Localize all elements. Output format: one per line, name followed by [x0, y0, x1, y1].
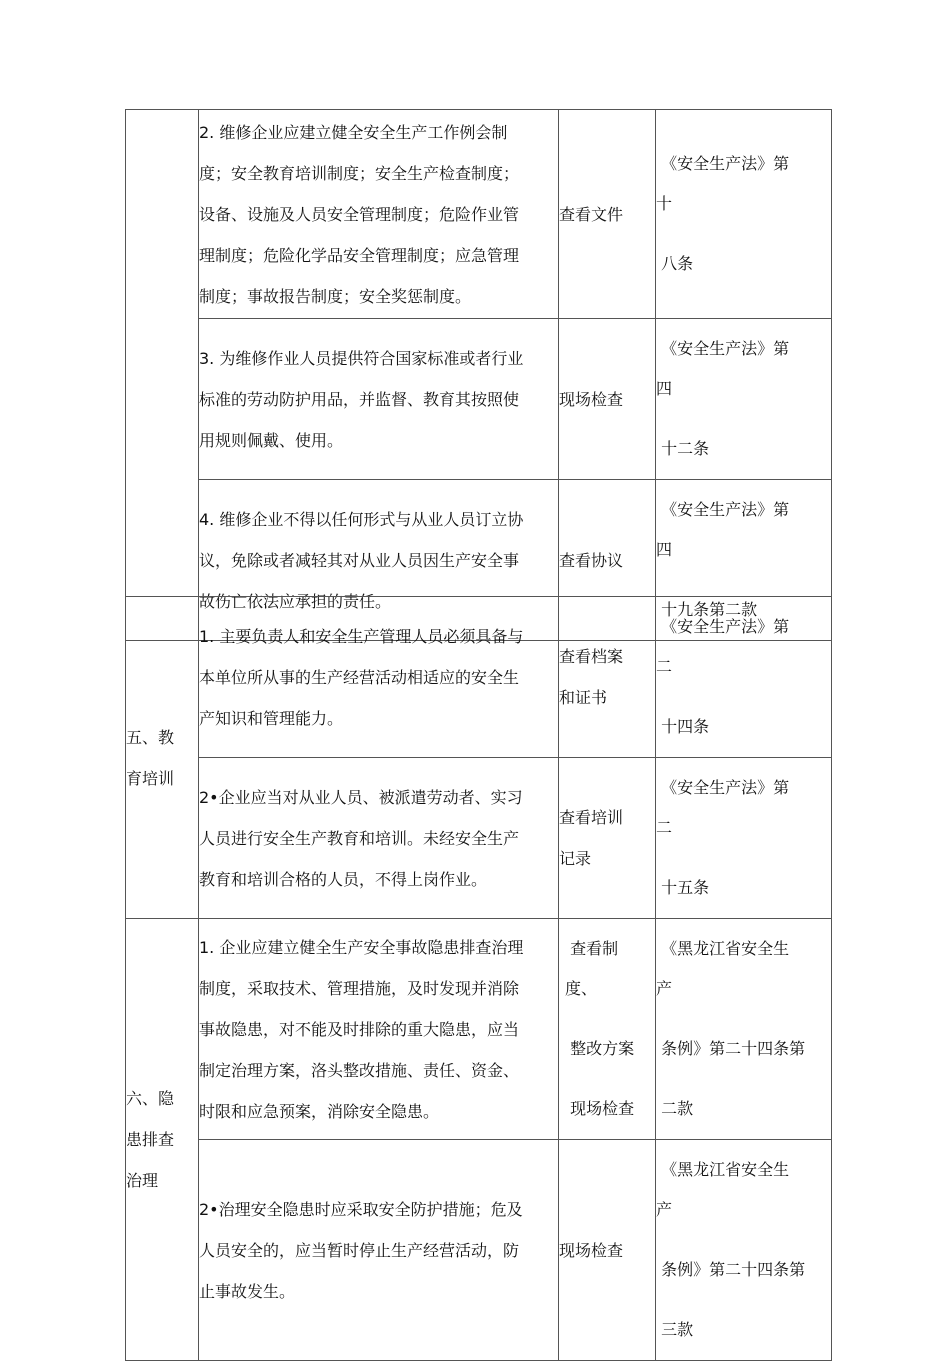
legal-basis-line: 十五条: [656, 878, 710, 897]
category-cell-hazard-inspection: 六、隐 患排查 治理: [126, 919, 199, 1361]
legal-basis-line: 二: [656, 818, 673, 837]
table-row: [126, 110, 832, 319]
legal-basis-line: 条例》第二十四条第: [656, 1039, 806, 1058]
legal-basis-line: 《安全生产法》第: [656, 778, 790, 797]
check-method-cell: 查看协议: [559, 480, 656, 641]
legal-basis-line: 十九条第二款: [656, 600, 758, 619]
check-method-cell: 现场检查: [559, 319, 656, 480]
legal-basis-cell: [656, 1140, 832, 1361]
check-method-line: 现场检查: [565, 1099, 635, 1118]
legal-basis-cell: [656, 919, 832, 1140]
table-row: [126, 758, 832, 919]
requirement-cell: 3. 为维修作业人员提供符合国家标准或者行业 标准的劳动防护用品，并监督、教育其按照使 用规则佩戴、使用。: [199, 319, 559, 480]
legal-basis-cell: [656, 597, 832, 758]
legal-basis-line: 二款: [656, 1099, 694, 1118]
legal-basis-line: 产: [656, 1200, 673, 1219]
check-method-cell: 查看文件: [559, 110, 656, 319]
legal-basis-line: 四: [656, 379, 673, 398]
legal-basis-line: 《安全生产法》第: [656, 500, 790, 519]
requirement-cell: 4. 维修企业不得以任何形式与从业人员订立协 议，免除或者减轻其对从业人员因生产安全事 故伤亡依法应承担的责任。: [199, 480, 559, 641]
table-row: [126, 319, 832, 480]
category-cell-education-training: 五、教 育培训: [126, 597, 199, 919]
legal-basis-line: 条例》第二十四条第: [656, 1260, 806, 1279]
check-method-line: 整改方案: [565, 1039, 635, 1058]
requirements-table-2: [125, 596, 832, 1361]
legal-basis-line: 《安全生产法》第: [656, 339, 790, 358]
requirement-cell: 2•治理安全隐患时应采取安全防护措施；危及 人员安全的，应当暂时停止生产经营活动，防 止事故发生。: [199, 1140, 559, 1361]
table-row: [126, 919, 832, 1140]
legal-basis-line: 产: [656, 979, 673, 998]
check-method-cell: 现场检查: [559, 1140, 656, 1361]
legal-basis-line: 《黑龙江省安全生: [656, 939, 790, 958]
legal-basis-line: 《安全生产法》第: [656, 154, 790, 173]
check-method-line: 查看制: [565, 939, 619, 958]
category-cell-empty: [126, 110, 199, 641]
requirement-cell: 1. 企业应建立健全生产安全事故隐患排查治理 制度，采取技术、管理措施，及时发现并消除 事故隐患，对不能及时排除的重大隐患，应当 制定治理方案，洛头整改措施、责任、资金、 时限和应急预案，消除安全隐患。: [199, 919, 559, 1140]
legal-basis-line: 十四条: [656, 717, 710, 736]
check-method-cell: 查看培训 记录: [559, 758, 656, 919]
requirement-cell: 2•企业应当对从业人员、被派遣劳动者、实习 人员进行安全生产教育和培训。未经安全生产 教育和培训合格的人员，不得上岗作业。: [199, 758, 559, 919]
check-method-cell: [559, 919, 656, 1140]
requirement-cell: 2. 维修企业应建立健全安全生产工作例会制 度；安全教育培训制度；安全生产检查制度； 设备、设施及人员安全管理制度；危险作业管 理制度；危险化学品安全管理制度；应急管理 制度；事故报告制度；安全奖惩制度。: [199, 110, 559, 319]
check-method-line: 度、: [565, 979, 598, 998]
legal-basis-line: 三款: [656, 1320, 694, 1339]
check-method-cell: 查看档案 和证书: [559, 597, 656, 758]
table-row: [126, 597, 832, 758]
legal-basis-cell: [656, 758, 832, 919]
requirements-table-1: [125, 109, 832, 641]
legal-basis-cell: [656, 319, 832, 480]
legal-basis-line: 四: [656, 540, 673, 559]
legal-basis-line: 《安全生产法》第: [656, 617, 790, 636]
legal-basis-line: 十: [656, 194, 673, 213]
legal-basis-line: 二: [656, 657, 673, 676]
legal-basis-line: 十二条: [656, 439, 710, 458]
legal-basis-cell: [656, 110, 832, 319]
legal-basis-line: 《黑龙江省安全生: [656, 1160, 790, 1179]
legal-basis-line: 八条: [656, 254, 694, 273]
requirement-cell: 1. 主要负责人和安全生产管理人员必须具备与 本单位所从事的生产经营活动相适应的安全生 产知识和管理能力。: [199, 597, 559, 758]
table-row: [126, 1140, 832, 1361]
